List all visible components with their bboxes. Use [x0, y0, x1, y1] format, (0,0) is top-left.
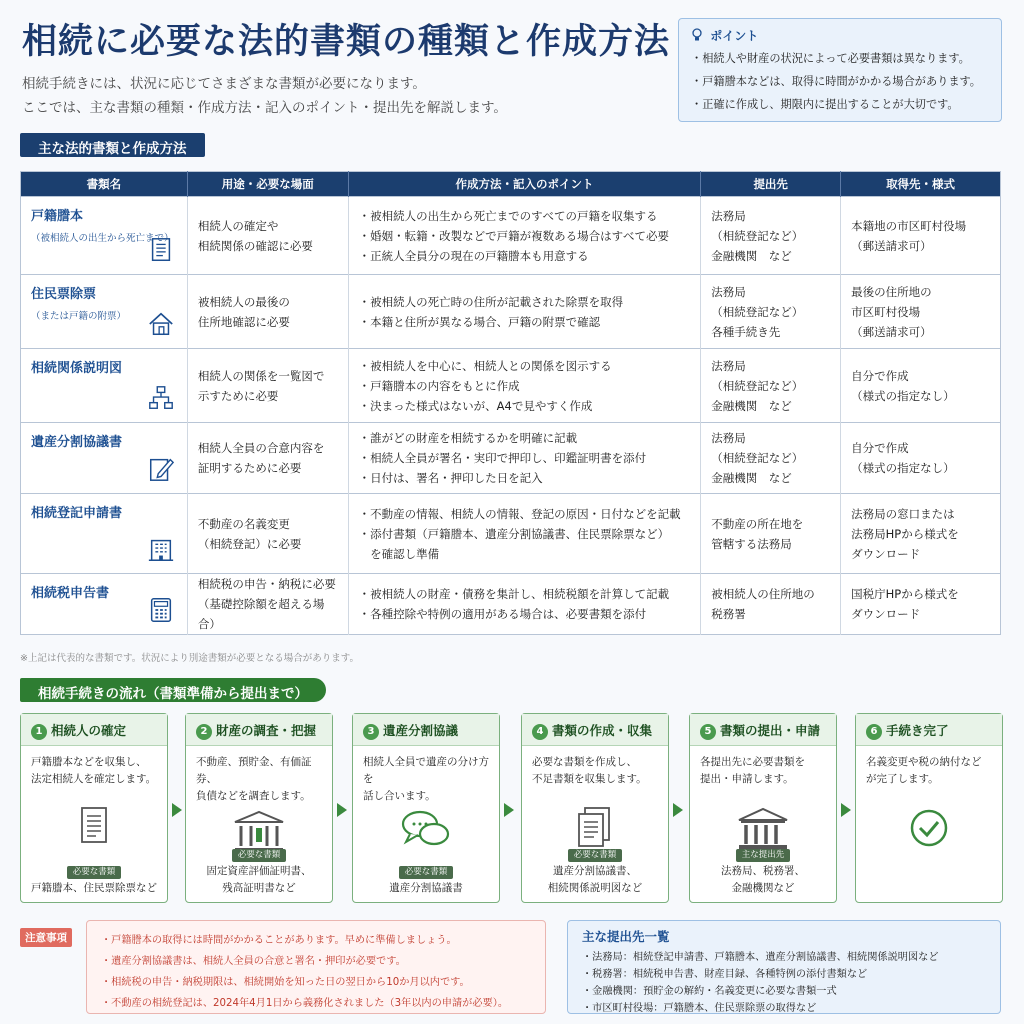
building-icon	[147, 535, 175, 563]
source-line: ダウンロード	[851, 546, 921, 561]
caution-item: ・不動産の相続登記は、2024年4月1日から義務化されました（3年以内の申請が必要）。	[101, 998, 509, 1009]
table-row	[21, 349, 1001, 423]
step-doc-line: 残高証明書など	[222, 882, 296, 894]
dest-line: 不動産の所在地を	[711, 516, 804, 531]
destination-cell	[701, 494, 841, 574]
house-icon	[147, 310, 175, 338]
destination-item: ・法務局：相続登記申請書、戸籍謄本、遺産分割協議書、相続関係説明図など	[582, 952, 939, 963]
destination-cell	[701, 574, 841, 635]
dest-line: 法務局	[711, 358, 746, 373]
use-line: 証明するために必要	[197, 461, 302, 475]
step-description	[856, 746, 1002, 800]
source-line: （郵送請求可）	[851, 238, 932, 253]
points-line: ・各種控除や特例の適用がある場合は、必要書類を添付	[358, 607, 647, 621]
flow-step	[352, 713, 500, 903]
use-line: （相続登記）に必要	[197, 536, 302, 551]
arrow-right-icon	[337, 803, 347, 817]
destination-cell	[701, 275, 841, 349]
use-cell	[187, 349, 348, 423]
dest-line: （相続登記など）	[711, 304, 804, 319]
column-header: 作成方法・記入のポイント	[348, 172, 701, 197]
use-line: 住所地確認に必要	[197, 314, 290, 329]
points-line: ・被相続人を中心に、相続人との関係を図示する	[358, 358, 612, 373]
source-line: 国税庁HPから様式を	[851, 587, 959, 601]
lightbulb-icon	[691, 28, 703, 42]
use-line: 示すために必要	[197, 388, 279, 403]
points-cell	[348, 349, 701, 423]
points-cell	[348, 574, 701, 635]
dest-line: 被相続人の住所地の	[711, 587, 815, 601]
step-desc-line: 提出・申請します。	[700, 773, 794, 785]
source-cell	[841, 197, 1001, 275]
intro-line-2: ここでは、主な書類の種類・作成方法・記入のポイント・提出先を解説します。	[22, 100, 507, 116]
points-line: ・本籍と住所が異なる場合、戸籍の附票で確認	[358, 314, 601, 329]
step-tag: 必要な書類	[67, 866, 122, 879]
step-header	[186, 714, 332, 746]
flow-step	[20, 713, 168, 903]
use-line: 被相続人の最後の	[197, 294, 290, 309]
points-line: ・被相続人の財産・債務を集計し、相続税額を計算して記載	[358, 587, 670, 601]
step-desc-line: 不足書類を収集します。	[532, 773, 647, 785]
table-header-row	[21, 172, 1001, 197]
step-tag: 必要な書類	[568, 849, 623, 862]
document-subtitle: （被相続人の出生から死亡まで）	[31, 233, 174, 244]
step-number: 4	[532, 724, 548, 740]
check-circle-icon	[899, 804, 959, 852]
table-row	[21, 574, 1001, 635]
step-doc-line: 戸籍謄本、住民票除票など	[31, 882, 157, 894]
dest-line: （相続登記など）	[711, 378, 804, 393]
table-note: ※上記は代表的な書類です。状況により別途書類が必要となる場合があります。	[20, 653, 359, 664]
points-line: ・婚姻・転籍・改製などで戸籍が複数ある場合はすべて必要	[358, 228, 669, 243]
document-icon	[147, 236, 175, 264]
step-header	[21, 714, 167, 746]
step-tag: 必要な書類	[232, 849, 287, 862]
points-line: ・添付書類（戸籍謄本、遺産分割協議書、住民票除票など）	[358, 526, 670, 541]
step-doc-line: 法務局、税務署、	[721, 865, 805, 877]
dest-line: 管轄する法務局	[711, 536, 792, 551]
step-desc-line: 話し合います。	[363, 790, 436, 802]
flow-step	[521, 713, 669, 903]
destination-item: ・市区町村役場：戸籍謄本、住民票除票の取得など	[582, 1003, 817, 1014]
document-name-cell	[21, 275, 188, 349]
table-row	[21, 275, 1001, 349]
point-heading: ポイント	[710, 29, 759, 43]
points-line: ・被相続人の死亡時の住所が記載された除票を取得	[358, 294, 624, 309]
step-doc-line: 固定資産評価証明書、	[206, 865, 312, 877]
documents-table	[20, 171, 1001, 635]
destination-item: ・金融機関：預貯金の解約・名義変更に必要な書類一式	[582, 986, 837, 997]
use-line: 相続人の関係を一覧図で	[197, 368, 325, 383]
table-row	[21, 494, 1001, 574]
source-cell	[841, 275, 1001, 349]
source-line: 法務局HPから様式を	[851, 526, 959, 541]
dest-line: 金融機関 など	[711, 398, 792, 413]
use-line: 相続人全員の合意内容を	[197, 441, 325, 455]
step-desc-line: が完了します。	[866, 773, 939, 785]
step-description	[353, 746, 499, 800]
pen-document-icon	[147, 455, 175, 483]
step-desc-line: 負債などを調査します。	[196, 790, 311, 802]
step-documents	[522, 842, 668, 896]
dest-line: 税務署	[711, 607, 746, 621]
source-line: （様式の指定なし）	[851, 461, 955, 475]
step-desc-line: 法定相続人を確定します。	[31, 773, 157, 785]
source-cell	[841, 494, 1001, 574]
step-title: 手続き完了	[886, 723, 949, 738]
use-line: 相続税の申告・納税に必要	[197, 577, 336, 591]
use-line: 相続関係の確認に必要	[197, 238, 313, 253]
step-number: 1	[31, 724, 47, 740]
flow-step	[689, 713, 837, 903]
step-doc-line: 相続関係説明図など	[547, 882, 643, 894]
source-cell	[841, 349, 1001, 423]
document-name: 相続関係説明図	[31, 361, 123, 376]
destinations-box	[567, 920, 1001, 1014]
use-cell	[187, 494, 348, 574]
use-line: （基礎控除額を超える場合）	[197, 597, 325, 631]
points-line: ・相続人全員が署名・実印で押印し、印鑑証明書を添付	[358, 451, 647, 465]
step-title: 財産の調査・把握	[216, 723, 317, 738]
source-line: 本籍地の市区町村役場	[851, 218, 967, 233]
step-title: 遺産分割協議	[383, 723, 459, 738]
document-name: 戸籍謄本	[31, 209, 84, 224]
step-documents	[21, 859, 167, 896]
caution-item: ・相続税の申告・納税期限は、相続開始を知った日の翌日から10か月以内です。	[101, 977, 470, 988]
step-header	[522, 714, 668, 746]
destination-cell	[701, 349, 841, 423]
source-line: 自分で作成	[851, 368, 909, 383]
step-doc-line: 遺産分割協議書	[389, 882, 463, 894]
destinations-heading: 主な提出先一覧	[582, 929, 670, 944]
document-name-cell	[21, 423, 188, 494]
step-description	[186, 746, 332, 800]
points-line: を確認し準備	[358, 546, 440, 561]
point-item: ・相続人や財産の状況によって必要書類は異なります。	[691, 52, 970, 65]
step-description	[690, 746, 836, 800]
step-documents	[690, 842, 836, 896]
use-cell	[187, 574, 348, 635]
source-line: 最後の住所地の	[851, 284, 932, 299]
arrow-right-icon	[172, 803, 182, 817]
intro-line-1: 相続手続きには、状況に応じてさまざまな書類が必要になります。	[22, 76, 426, 92]
points-cell	[348, 275, 701, 349]
step-doc-line: 遺産分割協議書、	[553, 865, 637, 877]
use-cell	[187, 197, 348, 275]
dest-line: 金融機関 など	[711, 248, 792, 263]
step-desc-line: 名義変更や税の納付など	[866, 756, 982, 768]
dest-line: 金融機関 など	[711, 471, 792, 485]
caution-item: ・戸籍謄本の取得には時間がかかることがあります。早めに準備しましょう。	[101, 935, 457, 946]
table-row	[21, 423, 1001, 494]
step-title: 相続人の確定	[51, 723, 127, 738]
points-line: ・不動産の情報、相続人の情報、登記の原因・日付などを記載	[358, 506, 681, 521]
step-header	[353, 714, 499, 746]
step-description	[21, 746, 167, 800]
step-tag: 必要な書類	[399, 866, 454, 879]
dest-line: （相続登記など）	[711, 228, 804, 243]
document-name-cell	[21, 574, 188, 635]
dest-line: 法務局	[711, 431, 746, 445]
use-line: 不動産の名義変更	[197, 516, 290, 531]
source-line: ダウンロード	[851, 607, 921, 621]
dest-line: （相続登記など）	[711, 451, 804, 465]
points-line: ・戸籍謄本の内容をもとに作成	[358, 378, 520, 393]
arrow-right-icon	[841, 803, 851, 817]
org-chart-icon	[147, 384, 175, 412]
flow-step	[855, 713, 1003, 903]
document-name: 住民票除票	[31, 287, 97, 302]
points-line: ・日付は、署名・押印した日を記入	[358, 471, 543, 485]
step-number: 2	[196, 724, 212, 740]
step-number: 6	[866, 724, 882, 740]
column-header: 用途・必要な場面	[187, 172, 348, 197]
step-header	[856, 714, 1002, 746]
points-line: ・決まった様式はないが、A4で見やすく作成	[358, 398, 593, 413]
step-desc-line: 必要な書類を作成し、	[532, 756, 637, 768]
dest-line: 各種手続き先	[711, 324, 781, 339]
flow-step	[185, 713, 333, 903]
points-line: ・誰がどの財産を相続するかを明確に記載	[358, 431, 578, 445]
column-header: 提出先	[701, 172, 841, 197]
document-name: 相続税申告書	[31, 586, 110, 601]
document-name-cell	[21, 494, 188, 574]
destination-cell	[701, 423, 841, 494]
source-line: （様式の指定なし）	[851, 388, 955, 403]
step-desc-line: 各提出先に必要書類を	[700, 756, 805, 768]
step-desc-line: 相続人全員で遺産の分け方を	[363, 756, 489, 785]
document-name: 相続登記申請書	[31, 506, 123, 521]
document-name-cell	[21, 197, 188, 275]
caution-label: 注意事項	[20, 928, 72, 947]
step-desc-line: 不動産、預貯金、有価証券、	[196, 756, 312, 785]
source-line: 法務局の窓口または	[851, 506, 955, 521]
source-line: 自分で作成	[851, 441, 909, 455]
points-cell	[348, 197, 701, 275]
step-title: 書類の提出・申請	[720, 723, 821, 738]
document-icon	[64, 804, 124, 852]
column-header: 書類名	[21, 172, 188, 197]
points-line: ・被相続人の出生から死亡までのすべての戸籍を収集する	[358, 208, 658, 223]
arrow-right-icon	[673, 803, 683, 817]
points-cell	[348, 494, 701, 574]
destination-cell	[701, 197, 841, 275]
step-tag: 主な提出先	[736, 849, 791, 862]
dest-line: 法務局	[711, 284, 746, 299]
step-number: 5	[700, 724, 716, 740]
arrow-right-icon	[504, 803, 514, 817]
destination-item: ・税務署：相続税申告書、財産目録、各種特例の添付書類など	[582, 969, 868, 980]
step-number: 3	[363, 724, 379, 740]
step-title: 書類の作成・収集	[552, 723, 653, 738]
source-line: （郵送請求可）	[851, 324, 932, 339]
step-documents	[186, 842, 332, 896]
column-header: 取得先・様式	[841, 172, 1001, 197]
calculator-icon	[147, 596, 175, 624]
table-row	[21, 197, 1001, 275]
page-title: 相続に必要な法的書類の種類と作成方法	[22, 21, 671, 62]
use-line: 相続人の確定や	[197, 218, 279, 233]
source-cell	[841, 574, 1001, 635]
section-heading-documents: 主な法的書類と作成方法	[20, 133, 205, 157]
document-subtitle: （または戸籍の附票）	[31, 311, 127, 322]
document-name: 遺産分割協議書	[31, 435, 123, 450]
step-doc-line: 金融機関など	[731, 882, 795, 894]
source-line: 市区町村役場	[851, 304, 921, 319]
document-name-cell	[21, 349, 188, 423]
point-item: ・戸籍謄本などは、取得に時間がかかる場合があります。	[691, 75, 981, 88]
step-desc-line: 戸籍謄本などを収集し、	[31, 756, 147, 768]
use-cell	[187, 423, 348, 494]
chat-icon	[396, 804, 456, 852]
points-cell	[348, 423, 701, 494]
points-line: ・正統人全員分の現在の戸籍謄本も用意する	[358, 248, 589, 263]
point-item: ・正確に作成し、期限内に提出することが大切です。	[691, 98, 959, 111]
step-header	[690, 714, 836, 746]
caution-item: ・遺産分割協議書は、相続人全員の合意と署名・押印が必要です。	[101, 956, 406, 967]
step-description	[522, 746, 668, 800]
use-cell	[187, 275, 348, 349]
caution-box	[86, 920, 546, 1014]
section-heading-flow: 相続手続きの流れ（書類準備から提出まで）	[20, 678, 326, 702]
dest-line: 法務局	[711, 208, 746, 223]
source-cell	[841, 423, 1001, 494]
step-documents	[353, 859, 499, 896]
point-box	[678, 18, 1002, 122]
